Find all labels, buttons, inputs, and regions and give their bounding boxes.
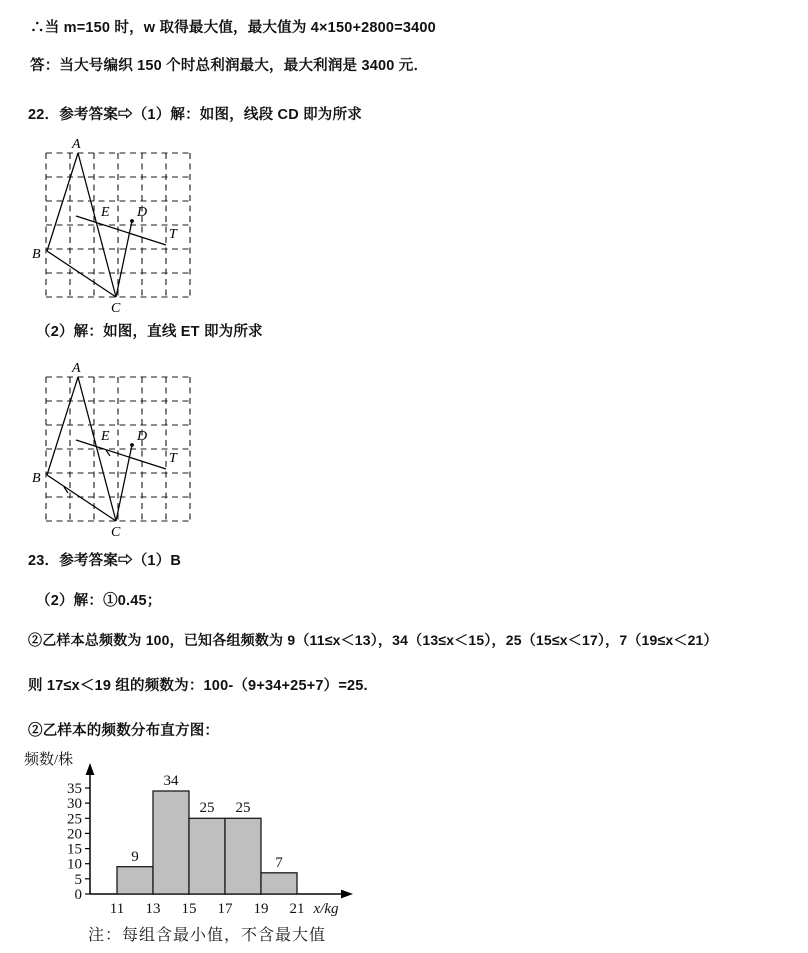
ytick-0: 0 [74, 887, 82, 903]
label-B: B [32, 471, 41, 486]
bar-17-19 [225, 818, 261, 894]
figure-1-svg [28, 128, 243, 313]
xtick-15: 15 [181, 901, 197, 917]
text-line-q23-histogram-heading: ②乙样本的频数分布直方图： [28, 723, 220, 739]
label-E: E [101, 205, 110, 220]
bar-19-21 [261, 873, 297, 894]
x-axis-tick-labels [110, 901, 305, 917]
xtick-21: 21 [289, 901, 305, 917]
histogram-svg [22, 750, 382, 925]
figure-2-point-markers [130, 443, 134, 447]
grid-lines-figure-1 [46, 153, 190, 297]
figure-1-segment-cd [28, 128, 243, 313]
grid-lines-figure-2 [46, 377, 190, 521]
xtick-17: 17 [217, 901, 233, 917]
label-A: A [72, 137, 81, 152]
text-line-q23-computation: 则 17≤x＜19 组的频数为：100-（9+34+25+7）=25. [28, 678, 368, 694]
x-axis-label: x/kg [313, 901, 339, 917]
ytick-20: 20 [67, 826, 82, 843]
xtick-13: 13 [145, 901, 161, 917]
bar-label-7: 7 [275, 855, 283, 871]
ytick-25: 25 [67, 811, 82, 828]
bar-13-15 [153, 791, 189, 894]
figure-2-svg [28, 352, 243, 537]
histogram-note: 注：每组含最小值，不含最大值 [88, 927, 327, 944]
y-axis-arrow [86, 763, 95, 775]
text-line-q22-part1: 22．参考答案⇨（1）解：如图，线段 CD 即为所求 [28, 107, 362, 123]
label-D: D [137, 429, 148, 444]
xtick-19: 19 [253, 901, 269, 917]
figure-1-point-markers [130, 219, 134, 223]
ytick-35: 35 [67, 781, 82, 797]
text-line-q23-freq-detail: ②乙样本总频数为 100，已知各组频数为 9（11≤x＜13），34（13≤x＜15），25（15≤x＜17），7（19≤x＜21） [28, 632, 718, 648]
bar-label-25a: 25 [199, 800, 215, 816]
label-T: T [169, 227, 177, 242]
ytick-5: 5 [74, 871, 82, 888]
ytick-30: 30 [67, 796, 82, 813]
bar-label-34: 34 [163, 773, 179, 789]
bar-15-17 [189, 818, 225, 894]
label-C: C [111, 525, 121, 537]
label-A: A [72, 361, 81, 376]
figure-2-segments [47, 377, 166, 521]
text-line-conclusion-max: ∴当 m=150 时，w 取得最大值，最大值为 4×150+2800=3400 [30, 20, 436, 36]
frequency-histogram [22, 750, 382, 925]
xtick-11: 11 [109, 901, 125, 917]
text-line-q22-part2: （2）解：如图，直线 ET 即为所求 [36, 324, 263, 340]
label-B: B [32, 247, 41, 262]
text-line-answer-statement: 答：当大号编织 150 个时总利润最大，最大利润是 3400 元． [30, 58, 429, 74]
label-D: D [137, 205, 148, 220]
y-axis-label: 频数/株 [24, 752, 74, 768]
bar-label-25b: 25 [235, 800, 251, 816]
text-line-q23-part2: （2）解：①0.45； [36, 593, 162, 609]
bar-label-9: 9 [131, 849, 139, 865]
label-E: E [101, 429, 110, 444]
figure-2-line-et [28, 352, 243, 537]
y-axis-tick-labels [67, 781, 82, 903]
figure-1-segments [47, 153, 166, 297]
ytick-15: 15 [67, 841, 82, 858]
text-line-q23-part1: 23．参考答案⇨（1）B [28, 553, 182, 569]
ytick-10: 10 [67, 856, 82, 873]
label-C: C [111, 301, 121, 313]
x-axis-arrow [341, 890, 353, 899]
label-T: T [169, 451, 177, 466]
bar-11-13 [117, 867, 153, 894]
